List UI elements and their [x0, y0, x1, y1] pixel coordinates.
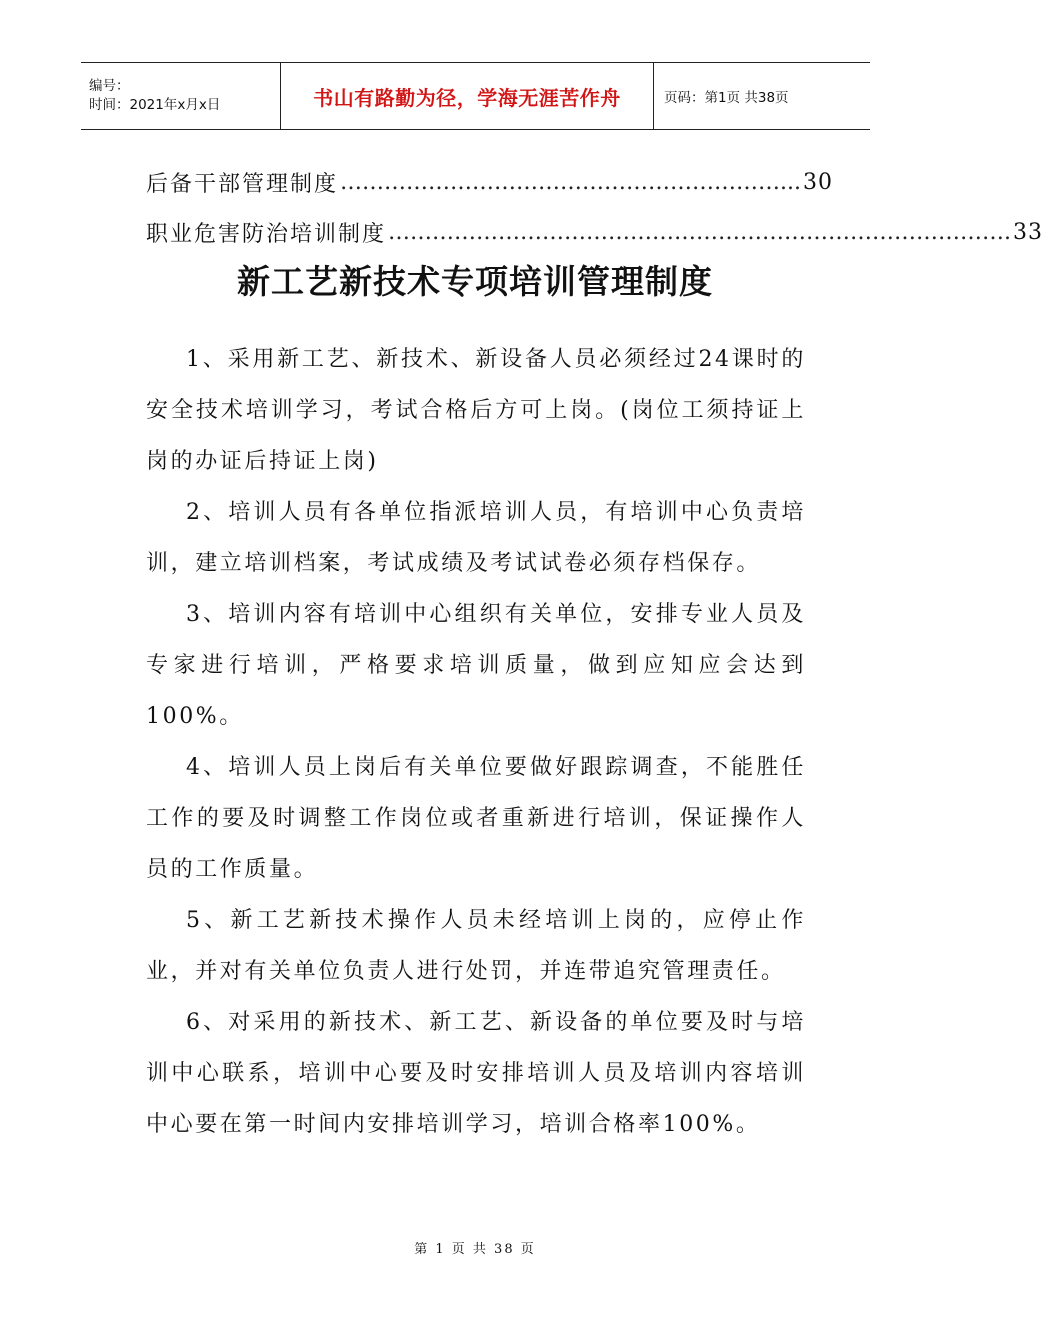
document-title: 新工艺新技术专项培训管理制度	[237, 262, 713, 301]
toc-entry-title: 后备干部管理制度	[146, 171, 339, 197]
paragraph: 3、培训内容有培训中心组织有关单位，安排专业人员及专家进行培训，严格要求培训质量，做到应知应会达到100%。	[146, 602, 806, 729]
page-header	[81, 62, 870, 130]
toc-entry	[146, 162, 833, 202]
toc-entry	[146, 212, 1043, 252]
time-label: 时间：2021年x月x日	[89, 97, 221, 113]
motto: 书山有路勤为径，学海无涯苦作舟	[313, 85, 621, 110]
toc-entry-dots: ……………………………………………………...	[340, 169, 801, 195]
paragraph: 6、对采用的新技术、新工艺、新设备的单位要及时与培训中心联系，培训中心要及时安排培训人员及培训内容培训中心要在第一时间内安排培训学习，培训合格率100%。	[146, 1010, 806, 1137]
page-footer: 第 1 页 共 38 页	[414, 1242, 536, 1257]
toc-entry-page: 33	[1013, 219, 1043, 245]
page-info: 页码：第1页 共38页	[664, 90, 789, 106]
toc-entry-page: 30	[803, 169, 833, 195]
toc-entry-title: 职业危害防治培训制度	[146, 221, 387, 247]
header-page-info-cell	[654, 63, 870, 129]
toc-entry-dots: ………………………………………………………………………….	[388, 219, 1012, 245]
number-label: 编号：	[89, 78, 130, 94]
paragraph: 2、培训人员有各单位指派培训人员，有培训中心负责培训，建立培训档案，考试成绩及考试试卷必须存档保存。	[146, 500, 806, 576]
paragraph: 1、采用新工艺、新技术、新设备人员必须经过24课时的安全技术培训学习，考试合格后方可上岗。(岗位工须持证上岗的办证后持证上岗)	[146, 347, 806, 474]
header-meta	[81, 63, 281, 129]
paragraph: 4、培训人员上岗后有关单位要做好跟踪调查，不能胜任工作的要及时调整工作岗位或者重新进行培训，保证操作人员的工作质量。	[146, 755, 806, 882]
header-motto-cell	[281, 63, 654, 129]
document-body	[146, 334, 806, 1150]
paragraph: 5、新工艺新技术操作人员未经培训上岗的，应停止作业，并对有关单位负责人进行处罚，并连带追究管理责任。	[146, 908, 806, 984]
